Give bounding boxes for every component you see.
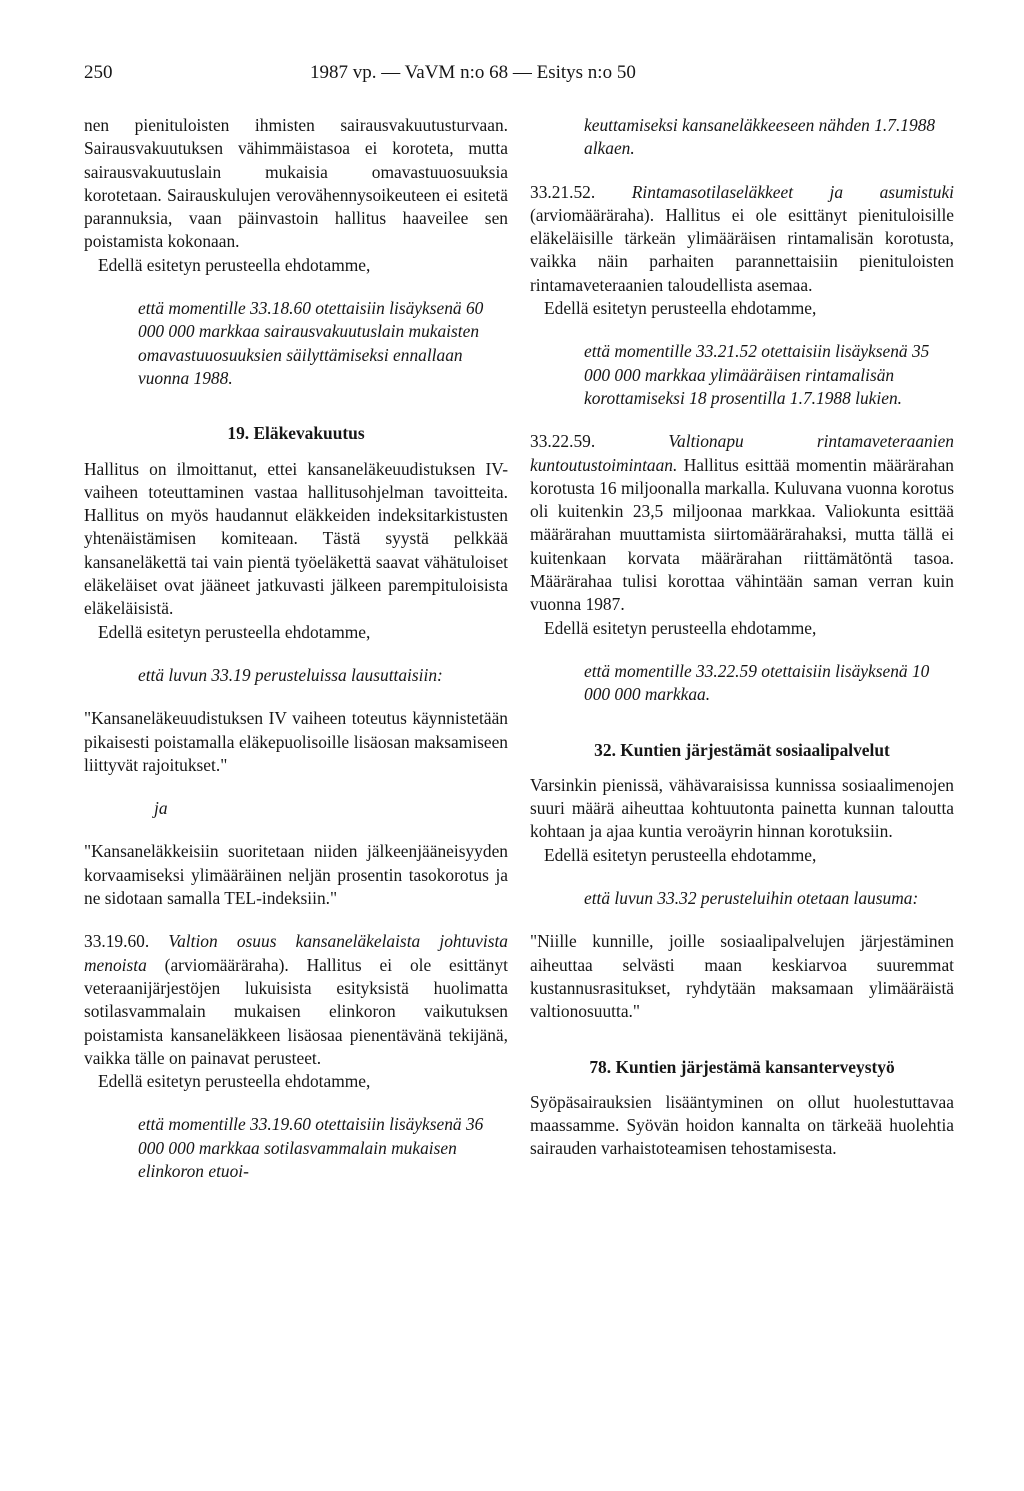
paragraph	[84, 930, 508, 1070]
item-number: 33.19.60.	[84, 931, 150, 952]
right-column	[530, 114, 954, 1161]
quotation: "Kansaneläkkeisiin suoritetaan niiden jälkeenjääneisyyden korvaamiseksi ylimääräinen neljän prosentin tasokorotus ja ne sidotaan samalla TEL-indeksiin."	[84, 841, 508, 909]
item-title: Rintamasotilaseläkkeet ja asumistuki	[631, 181, 954, 202]
conjunction: ja	[154, 798, 168, 819]
item-text: Hallitus esittää momentin määrärahan korotusta 16 miljoonalla markalla. Kuluvana vuonna korotus oli kuitenkin 23,5 miljoonaa markkaa. Valiokunta esittää määrärahan muuttamista siirtomäärärahaksi, mutta tällä ei kuitenkaan korvata määrärahan riittämätöntä tasoa. Määrärahaa tulisi korottaa vähintään saman verran kuin vuonna 1987.	[530, 454, 954, 615]
quotation: "Kansaneläkeuudistuksen IV vaiheen toteutus käynnistetään pikaisesti poistamalla eläkepuolisoille lisäosan maksamiseen liittyvät rajoitukset."	[84, 708, 508, 775]
paragraph: Edellä esitetyn perusteella ehdotamme,	[98, 621, 371, 642]
section-heading: 78. Kuntien järjestämä kansanterveystyö	[589, 1056, 895, 1077]
item-text: (arviomääräraha). Hallitus ei ole esittänyt pienituloisille eläkeläisille tärkeän ylimääräisen rintamalisän korotusta, vaikka näin parhaiten parannettaisiin pienituloisten rintamaveteraanien taloudellista asemaa.	[530, 204, 954, 295]
paragraph: Edellä esitetyn perusteella ehdotamme,	[98, 254, 371, 275]
section-heading: 32. Kuntien järjestämät sosiaalipalvelut	[594, 739, 890, 760]
running-head: 1987 vp. — VaVM n:o 68 — Esitys n:o 50	[310, 62, 636, 83]
paragraph	[530, 181, 954, 297]
item-number: 33.21.52.	[530, 181, 596, 202]
proposal: että momentille 33.22.59 otettaisiin lisäyksenä 10 000 000 markkaa.	[584, 660, 930, 705]
proposal: keuttamiseksi kansaneläkkeeseen nähden 1.7.1988 alkaen.	[584, 115, 936, 159]
proposal: että momentille 33.19.60 otettaisiin lisäyksenä 36 000 000 markkaa sotilasvammalain mukaisen elinkoron etuoi-	[138, 1114, 484, 1181]
section-heading: 19. Eläkevakuutus	[227, 423, 365, 444]
item-number: 33.22.59.	[530, 431, 596, 452]
paragraph: Edellä esitetyn perusteella ehdotamme,	[98, 1071, 371, 1092]
paragraph: Edellä esitetyn perusteella ehdotamme,	[544, 844, 817, 865]
paragraph: Edellä esitetyn perusteella ehdotamme,	[544, 617, 817, 638]
paragraph: nen pienituloisten ihmisten sairausvakuutusturvaan. Sairausvakuutuksen vähimmäistasoa ei koroteta, mutta sairausvakuutuslain mukaisia omavastuuosuuksia korotetaan. Sairauskulujen verovähennysoikeuteen ei esitetä parannuksia, vaan päinvastoin hallitus haaveilee sen poistamista kokonaan.	[84, 115, 508, 252]
page-number: 250	[84, 62, 113, 83]
proposal: että luvun 33.19 perusteluissa lausuttaisiin:	[138, 664, 443, 685]
proposal: että momentille 33.18.60 otettaisiin lisäyksenä 60 000 000 markkaa sairausvakuutuslain mukaisten omavastuuosuuksien säilyttämiseksi ennallaan vuonna 1988.	[138, 298, 484, 388]
paragraph	[530, 430, 954, 616]
quotation: "Niille kunnille, joille sosiaalipalvelujen järjestäminen aiheuttaa selvästi maan keskiarvoa suuremmat kustannusrasitukset, ryhdytään maksamaan ylimääräistä valtionosuutta."	[530, 931, 954, 1022]
paragraph: Edellä esitetyn perusteella ehdotamme,	[544, 298, 817, 319]
paragraph: Varsinkin pienissä, vähävaraisissa kunnissa sosiaalimenojen suuri määrä aiheuttaa kohtuutonta painetta kunnan taloutta kohtaan ja ajaa kuntia veroäyrin hinnan korotuksiin.	[530, 774, 954, 842]
item-title: Valtion osuus kansaneläkelaista johtuvista menoista	[84, 931, 508, 975]
proposal: että momentille 33.21.52 otettaisiin lisäyksenä 35 000 000 markkaa ylimääräisen rintamalisän korottamiseksi 18 prosentilla 1.7.1988 lukien.	[584, 341, 930, 408]
item-text: (arviomääräraha). Hallitus ei ole esittänyt veteraanijärjestöjen lukuisista esityksistä huolimatta sotilasvammalain mukaisen elinkoron vaikutuksen poistamista kansaneläkkeen lisäosaa pienentävänä tekijänä, vaikka tälle on painavat perusteet.	[84, 954, 508, 1068]
left-column	[84, 114, 508, 1183]
proposal: että luvun 33.32 perusteluihin otetaan lausuma:	[584, 888, 919, 909]
paragraph: Hallitus on ilmoittanut, ettei kansaneläkeuudistuksen IV-vaiheen toteuttaminen vastaa hallitusohjelman tavoitteita. Hallitus on myös haudannut eläkkeiden indeksitarkistusten yhtenäistämisen komiteaan. Tästä syystä pelkkää kansaneläkettä tai vain pientä työeläkettä saavat vähätuloiset eläkeläiset ovat jääneet jatkuvasti jälkeen parempituloisista eläkeläisistä.	[84, 458, 508, 619]
item-title: Valtionapu rintamaveteraanien kuntoutustoimintaan.	[530, 431, 954, 475]
paragraph: Syöpäsairauksien lisääntyminen on ollut huolestuttavaa maassamme. Syövän hoidon kannalta on tärkeää huolehtia sairauden varhaistoteamisen tehostamisesta.	[530, 1091, 954, 1159]
